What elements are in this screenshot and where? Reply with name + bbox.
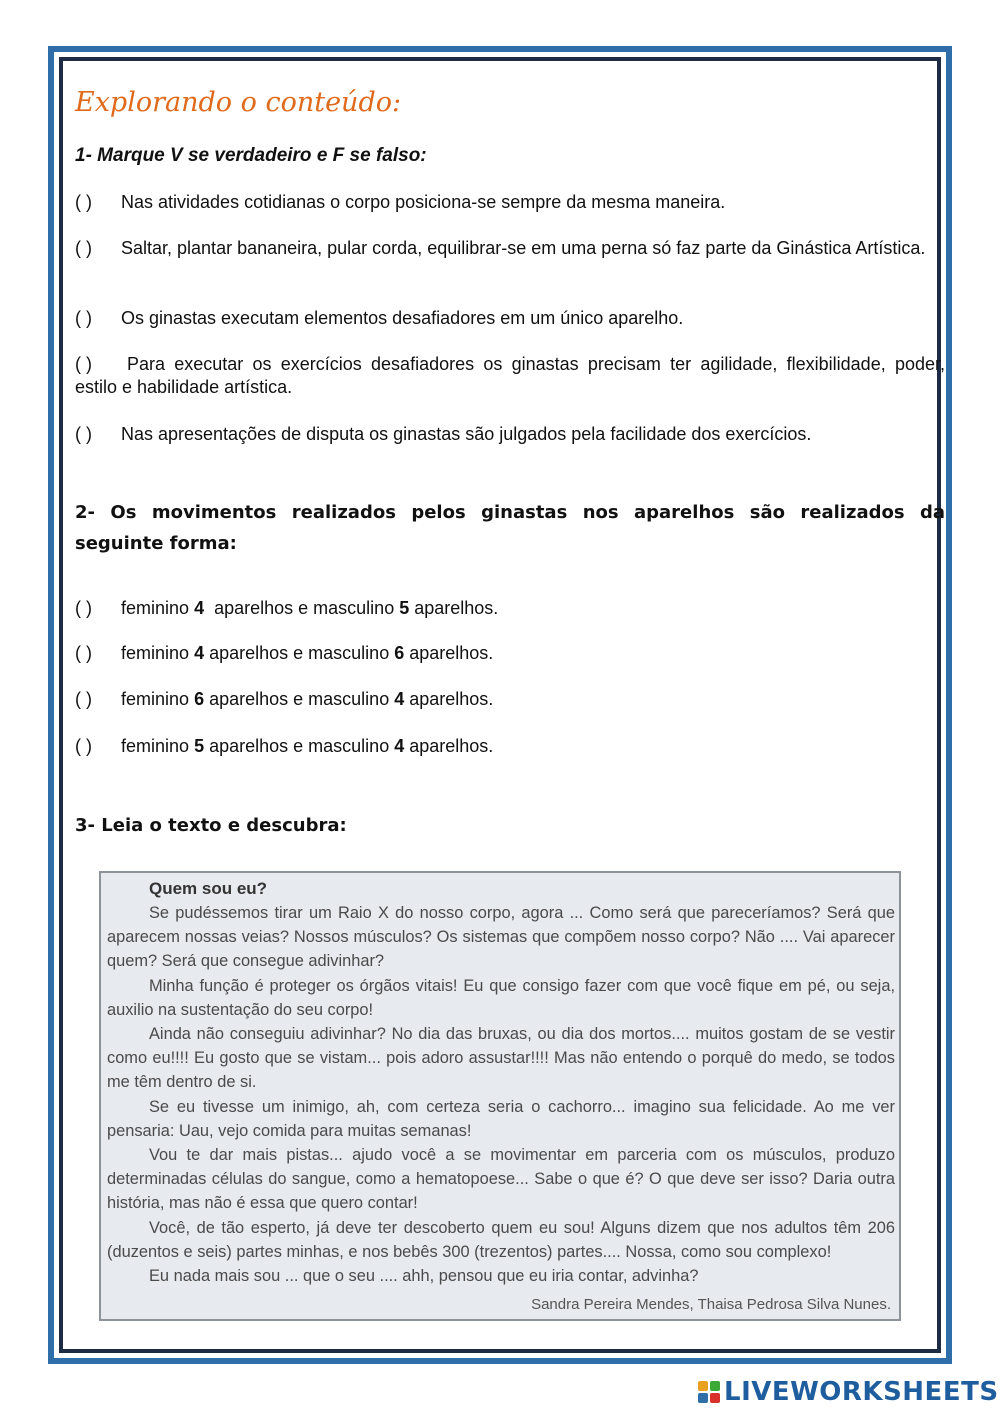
option-text: aparelhos. [414, 598, 499, 618]
reading-body [107, 901, 895, 1288]
q2-option-4 [75, 735, 945, 758]
q1-item-text: Nas apresentações de disputa os ginastas são julgados pela facilidade dos exercícios. [121, 424, 812, 444]
option-number: 4 [394, 689, 405, 709]
reading-author: Sandra Pereira Mendes, Thaisa Pedrosa Silva Nunes. [531, 1296, 891, 1313]
q1-item-3 [75, 307, 945, 330]
q1-item-text: Os ginastas executam elementos desafiadores em um único aparelho. [121, 308, 684, 328]
answer-blank[interactable]: ( ) [75, 643, 92, 663]
answer-blank[interactable]: ( ) [75, 598, 92, 618]
option-text: feminino [121, 598, 190, 618]
logo-text: LIVEWORKSHEETS [724, 1377, 999, 1407]
option-number: 6 [394, 643, 405, 663]
answer-blank[interactable]: ( ) [75, 689, 92, 709]
page-frame-outer [48, 46, 952, 1364]
q2-option-1 [75, 597, 945, 620]
q1-item-text: Para executar os exercícios desafiadores os ginastas precisam ter agilidade, flexibilidade, poder, estilo e habilidade artística. [75, 354, 945, 397]
page-frame-inner [59, 57, 945, 1353]
option-text: aparelhos. [409, 689, 494, 709]
answer-blank[interactable]: ( ) [75, 238, 92, 258]
option-text: feminino [121, 689, 190, 709]
q1-item-text: Saltar, plantar bananeira, pular corda, equilibrar-se em uma perna só faz parte da Ginástica Artística. [121, 238, 926, 258]
question-1-heading: 1- Marque V se verdadeiro e F se falso: [75, 145, 427, 166]
option-number: 5 [194, 736, 205, 756]
reading-text-box [99, 871, 901, 1321]
question-3-heading: 3- Leia o texto e descubra: [75, 815, 347, 836]
reading-paragraph: Ainda não conseguiu adivinhar? No dia das bruxas, ou dia dos mortos.... muitos gostam de se vestir como eu!!!! Eu gosto que se vistam... pois adoro assustar!!!! Mas não entendo o porquê do medo, se todos me têm dentro de si. [107, 1025, 895, 1092]
option-text: aparelhos e masculino [209, 689, 390, 709]
reading-paragraph: Se pudéssemos tirar um Raio X do nosso corpo, agora ... Como será que pareceríamos? Será que aparecem nossas veias? Nossos músculos? Os sistemas que compõem nosso corpo? Não .... Vai aparecer quem? Será que consegue adivinhar? [107, 904, 895, 971]
q2-option-2 [75, 642, 945, 665]
q1-item-2 [75, 237, 945, 260]
option-text: aparelhos. [409, 736, 494, 756]
reading-paragraph: Eu nada mais sou ... que o seu .... ahh, pensou que eu iria contar, advinha? [149, 1267, 699, 1286]
answer-blank[interactable]: ( ) [75, 424, 92, 444]
answer-blank[interactable]: ( ) [75, 192, 92, 212]
option-text: feminino [121, 643, 190, 663]
q1-item-5 [75, 423, 945, 446]
option-number: 4 [194, 598, 205, 618]
option-text: feminino [121, 736, 190, 756]
option-number: 6 [194, 689, 205, 709]
option-text: aparelhos e masculino [209, 643, 390, 663]
q1-item-1 [75, 191, 945, 214]
question-2-heading: 2- Os movimentos realizados pelos ginastas nos aparelhos são realizados da seguinte forma: [75, 502, 945, 554]
option-number: 5 [399, 598, 410, 618]
option-text: aparelhos e masculino [214, 598, 395, 618]
reading-paragraph: Você, de tão esperto, já deve ter descoberto quem eu sou! Alguns dizem que nos adultos têm 206 (duzentos e seis) partes minhas, e nos bebês 300 (trezentos) partes.... Nossa, como sou complexo! [107, 1218, 895, 1261]
worksheet-title: Explorando o conteúdo: [75, 87, 402, 118]
option-text: aparelhos e masculino [209, 736, 390, 756]
liveworksheets-logo[interactable] [698, 1378, 999, 1406]
option-number: 4 [194, 643, 205, 663]
reading-title: Quem sou eu? [149, 879, 268, 898]
option-number: 4 [394, 736, 405, 756]
answer-blank[interactable]: ( ) [75, 736, 92, 756]
q1-item-4 [75, 353, 945, 399]
q1-item-text: Nas atividades cotidianas o corpo posiciona-se sempre da mesma maneira. [121, 192, 726, 212]
liveworksheets-logo-icon [698, 1381, 720, 1403]
answer-blank[interactable]: ( ) [75, 354, 92, 374]
reading-paragraph: Vou te dar mais pistas... ajudo você a se movimentar em parceria com os músculos, produzo determinadas células do sangue, como a hematopoese... Sabe o que é? O que deve ser isso? Daria outra história, mas não é essa que quero contar! [107, 1146, 895, 1213]
answer-blank[interactable]: ( ) [75, 308, 92, 328]
reading-paragraph: Minha função é proteger os órgãos vitais! Eu que consigo fazer com que você fique em pé, ou seja, auxilio na sustentação do seu corpo! [107, 976, 895, 1019]
option-text: aparelhos. [409, 643, 494, 663]
reading-paragraph: Se eu tivesse um inimigo, ah, com certeza seria o cachorro... imagino sua felicidade. Ao me ver pensaria: Uau, vejo comida para muitas semanas! [107, 1097, 895, 1140]
q2-option-3 [75, 688, 945, 711]
